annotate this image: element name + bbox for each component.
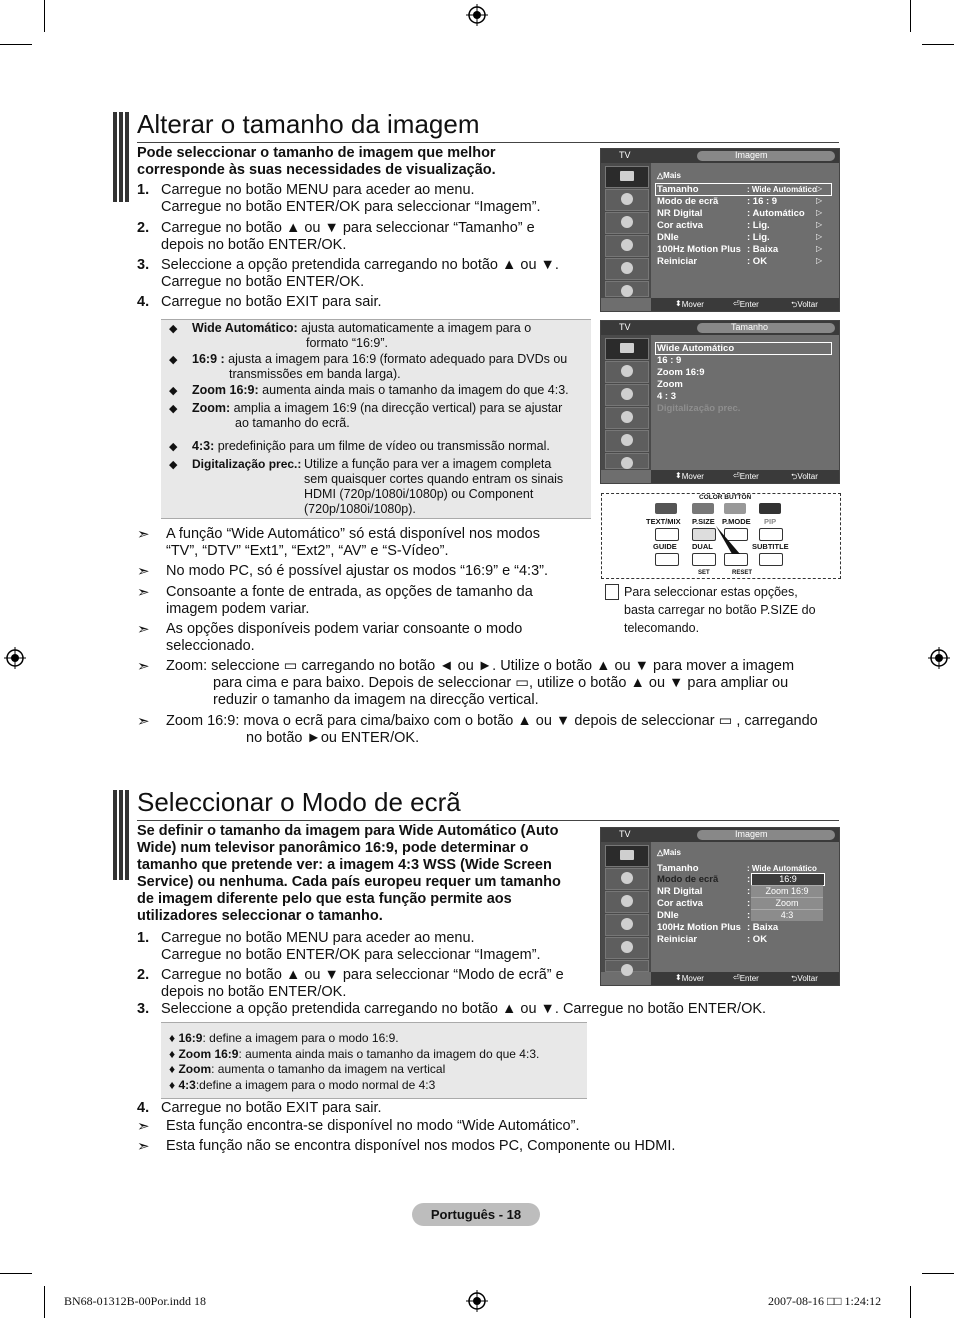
- tv-menu-modo-ecra: TV Imagem △Mais Tamanho : Wide Automático Modo de ecrã : NR Digital : Cor activa : DNIe : 100Hz Motion Plus : Baixa Reiniciar : OK 16:9 Zoom 16:9 Zoom 4:3 ⬍ Mover ⏎ Enter ⮌ Voltar: [600, 827, 840, 986]
- application-icon: [605, 453, 649, 469]
- note-arrow-icon: ➣: [137, 584, 150, 601]
- footer-date: 2007-08-16 □□ 1:24:12: [768, 1294, 882, 1308]
- sound-icon: [605, 361, 649, 383]
- note-arrow-icon: ➣: [137, 621, 150, 638]
- application-icon: [605, 960, 649, 972]
- registration-mark-icon: [928, 647, 950, 669]
- popup-option: 4:3: [751, 909, 823, 921]
- note-arrow-icon: ➣: [137, 713, 150, 730]
- title-rule: [137, 142, 839, 143]
- note-3: ➣ Consoante a fonte de entrada, as opções de tamanho da imagem podem variar.: [137, 584, 533, 617]
- popup-option: 16:9: [751, 873, 825, 886]
- popup-option: Zoom 16:9: [751, 885, 823, 897]
- picture-icon: [605, 166, 649, 188]
- note-arrow-icon: ➣: [137, 563, 150, 580]
- note-2: ➣ No modo PC, só é possível ajustar os modos “16:9” e “4:3”.: [137, 563, 549, 580]
- title-rule: [137, 820, 839, 821]
- section-intro: Pode seleccionar o tamanho de imagem que melhor corresponde às suas necessidades de visualização.: [137, 145, 496, 178]
- note-1: ➣ Esta função encontra-se disponível no modo “Wide Automático”.: [137, 1118, 580, 1135]
- input-icon: [605, 430, 649, 452]
- remote-caption: Para seleccionar estas opções, basta carregar no botão P.SIZE do telecomando.: [624, 585, 816, 635]
- section-title: Alterar o tamanho da imagem: [137, 109, 480, 139]
- note-5: ➣ Zoom: seleccione ▭ carregando no botão ◄ ou ►. Utilize o botão ▲ ou ▼ para mover a imagem para cima e para baixo. Depois de seleccionar ▭, utilize o botão ▲ ou ▼ para ampliar ou reduzir o tamanho da imagem na direcção vertical.: [137, 658, 795, 708]
- note-2: ➣ Esta função não se encontra disponível nos modos PC, Componente ou HDMI.: [137, 1138, 676, 1155]
- section-intro: Se definir o tamanho da imagem para Wide Automático (Auto Wide) num televisor panorâmico 16:9, pode determinar o tamanho que pretende ver: a imagem 4:3 WSS (Wide Screen Service) ou nenhuma. Cada país europeu requer um tamanho de imagem diferente pelo que esta função permite aos utilizadores seleccionar o tamanho.: [137, 823, 561, 924]
- note-arrow-icon: ➣: [137, 1118, 150, 1135]
- tv-menu-imagem: TV Imagem △Mais Tamanho : Wide Automático ▷ Modo de ecrã : 16 : 9 ▷ NR Digital : Automático ▷ Cor activa : Lig. ▷ DNIe : Lig. ▷ 100Hz Motion Plus : Baixa ▷ Reiniciar : OK ▷ ⬍ Mover ⏎ Enter ⮌ Voltar: [600, 148, 840, 312]
- pointer-arrow-icon: [714, 524, 742, 556]
- picture-icon: [605, 338, 649, 360]
- setup-icon: [605, 235, 649, 257]
- channel-icon: [605, 891, 649, 913]
- page-number-badge: Português - 18: [412, 1203, 540, 1226]
- section-marker: [113, 112, 129, 202]
- popup-option: Zoom: [751, 897, 823, 909]
- note-1: ➣ A função “Wide Automático” só está disponível nos modos “TV”, “DTV” “Ext1”, “Ext2”, “AV” e “S-Vídeo”.: [137, 526, 540, 559]
- sound-icon: [605, 868, 649, 890]
- note-6: ➣ Zoom 16:9: mova o ecrã para cima/baixo com o botão ▲ ou ▼ depois de seleccionar ▭ , carregando no botão ►ou ENTER/OK.: [137, 713, 818, 746]
- setup-icon: [605, 914, 649, 936]
- note-arrow-icon: ➣: [137, 658, 150, 675]
- options-box: ♦ 16:9: define a imagem para o modo 16:9. ♦ Zoom 16:9: aumenta ainda mais o tamanho da imagem do que 4:3. ♦ Zoom: aumenta o tamanho da imagem na vertical ♦ 4:3:define a imagem para o modo normal de 4:3: [161, 1022, 587, 1099]
- sound-icon: [605, 189, 649, 211]
- registration-mark-icon: [466, 1290, 488, 1312]
- setup-icon: [605, 407, 649, 429]
- options-box: ◆ Wide Automático: ajusta automaticamente a imagem para o formato “16:9”. ◆ 16:9 : ajusta a imagem para 16:9 (formato adequado para DVDs ou transmissões em banda larga). ◆ Zoom 16:9: aumenta ainda mais o tamanho da imagem do que 4:3. ◆ Zoom: amplia a imagem 16:9 (na direcção vertical) para se ajustar ao tamanho do ecrã. ◆ 4:3: predefinição para um filme de vídeo ou transmissão normal. ◆ Digitalização prec.: Utilize a função para ver a imagem completa sem quaisquer cortes quando entram os sinais HDMI (720p/1080i/1080p) ou Component (720p/1080i/1080p).: [161, 319, 591, 519]
- section-title: Seleccionar o Modo de ecrã: [137, 787, 461, 817]
- note-icon: [605, 584, 619, 600]
- note-arrow-icon: ➣: [137, 526, 150, 543]
- registration-mark-icon: [4, 647, 26, 669]
- note-arrow-icon: ➣: [137, 1138, 150, 1155]
- section-marker: [113, 790, 129, 880]
- input-icon: [605, 258, 649, 280]
- registration-mark-icon: [466, 4, 488, 26]
- note-4: ➣ As opções disponíveis podem variar consoante o modo seleccionado.: [137, 621, 523, 654]
- application-icon: [605, 281, 649, 297]
- input-icon: [605, 937, 649, 959]
- channel-icon: [605, 212, 649, 234]
- tv-menu-tamanho: TV Tamanho Wide Automático 16 : 9 Zoom 16:9 Zoom 4 : 3 Digitalização prec. ⬍ Mover ⏎ Enter ⮌ Voltar: [600, 320, 840, 484]
- channel-icon: [605, 384, 649, 406]
- footer-file: BN68-01312B-00Por.indd 18: [64, 1294, 207, 1308]
- picture-icon: [605, 845, 649, 867]
- remote-control-illustration: COLOR BUTTON TEXT/MIX P.SIZE P.MODE PIP GUIDE DUAL SUBTITLE SET RESET: [601, 493, 841, 579]
